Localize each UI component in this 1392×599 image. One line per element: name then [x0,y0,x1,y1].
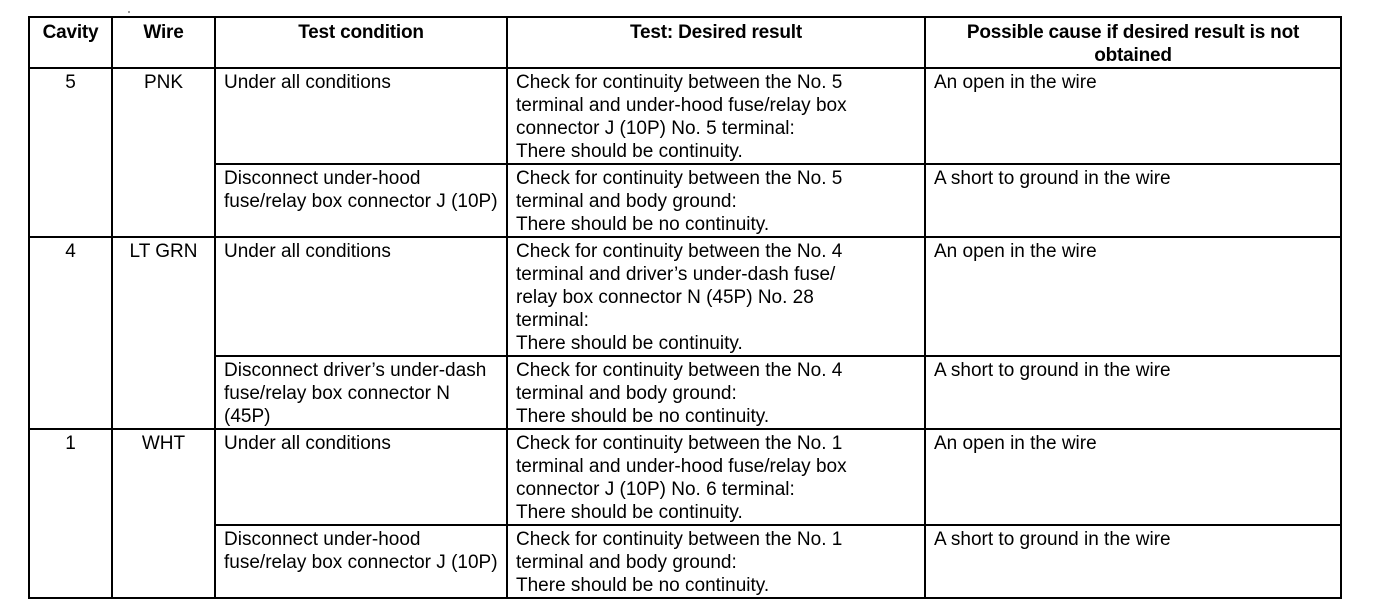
table-row [29,356,1341,429]
table-row [29,68,1341,164]
result-line: There should be no continuity. [516,214,770,235]
troubleshooting-page [28,16,1340,599]
header-cavity: Cavity [29,17,112,68]
possible-cause-cell: An open in the wire [925,237,1341,356]
desired-result-cell [507,164,925,237]
table-row [29,525,1341,598]
result-line: terminal and under-hood fuse/relay box [516,456,847,477]
result-line: Check for continuity between the No. 5 [516,168,843,189]
result-line: connector J (10P) No. 5 terminal: [516,118,795,139]
result-line: connector J (10P) No. 6 terminal: [516,479,795,500]
result-line: Check for continuity between the No. 1 [516,529,843,550]
test-condition-cell: Disconnect under-hood fuse/relay box connector J (10P) [215,164,507,237]
header-test-condition: Test condition [215,17,507,68]
header-desired-result: Test: Desired result [507,17,925,68]
result-line: There should be continuity. [516,333,743,354]
result-line: Check for continuity between the No. 5 [516,72,843,93]
wire-color-cell: WHT [112,429,215,598]
possible-cause-cell: A short to ground in the wire [925,356,1341,429]
possible-cause-cell: A short to ground in the wire [925,164,1341,237]
scan-speck [128,11,130,13]
result-line: There should be continuity. [516,141,743,162]
desired-result-cell [507,356,925,429]
possible-cause-cell: A short to ground in the wire [925,525,1341,598]
table-row [29,429,1341,525]
result-line: Check for continuity between the No. 4 [516,360,843,381]
cavity-cell: 4 [29,237,112,429]
result-line: terminal and under-hood fuse/relay box [516,95,847,116]
possible-cause-cell: An open in the wire [925,429,1341,525]
test-condition-cell: Disconnect driver’s under-dash fuse/relay box connector N (45P) [215,356,507,429]
wire-test-table [28,16,1342,599]
result-line: There should be continuity. [516,502,743,523]
test-condition-cell: Disconnect under-hood fuse/relay box connector J (10P) [215,525,507,598]
header-wire: Wire [112,17,215,68]
result-line: relay box connector N (45P) No. 28 [516,287,814,308]
table-row [29,237,1341,356]
result-line: terminal and body ground: [516,383,737,404]
wire-color-cell: LT GRN [112,237,215,429]
wire-color-cell: PNK [112,68,215,237]
table-row [29,164,1341,237]
result-line: terminal and body ground: [516,552,737,573]
possible-cause-cell: An open in the wire [925,68,1341,164]
desired-result-cell [507,68,925,164]
result-line: terminal: [516,310,589,331]
cavity-cell: 1 [29,429,112,598]
result-line: Check for continuity between the No. 4 [516,241,843,262]
test-condition-cell: Under all conditions [215,68,507,164]
result-line: terminal and body ground: [516,191,737,212]
desired-result-cell [507,429,925,525]
cavity-cell: 5 [29,68,112,237]
result-line: There should be no continuity. [516,406,770,427]
test-condition-cell: Under all conditions [215,429,507,525]
desired-result-cell [507,237,925,356]
test-condition-cell: Under all conditions [215,237,507,356]
header-row [29,17,1341,68]
result-line: There should be no continuity. [516,575,770,596]
result-line: Check for continuity between the No. 1 [516,433,843,454]
desired-result-cell [507,525,925,598]
result-line: terminal and driver’s under-dash fuse/ [516,264,836,285]
header-possible-cause: Possible cause if desired result is not obtained [925,17,1341,68]
